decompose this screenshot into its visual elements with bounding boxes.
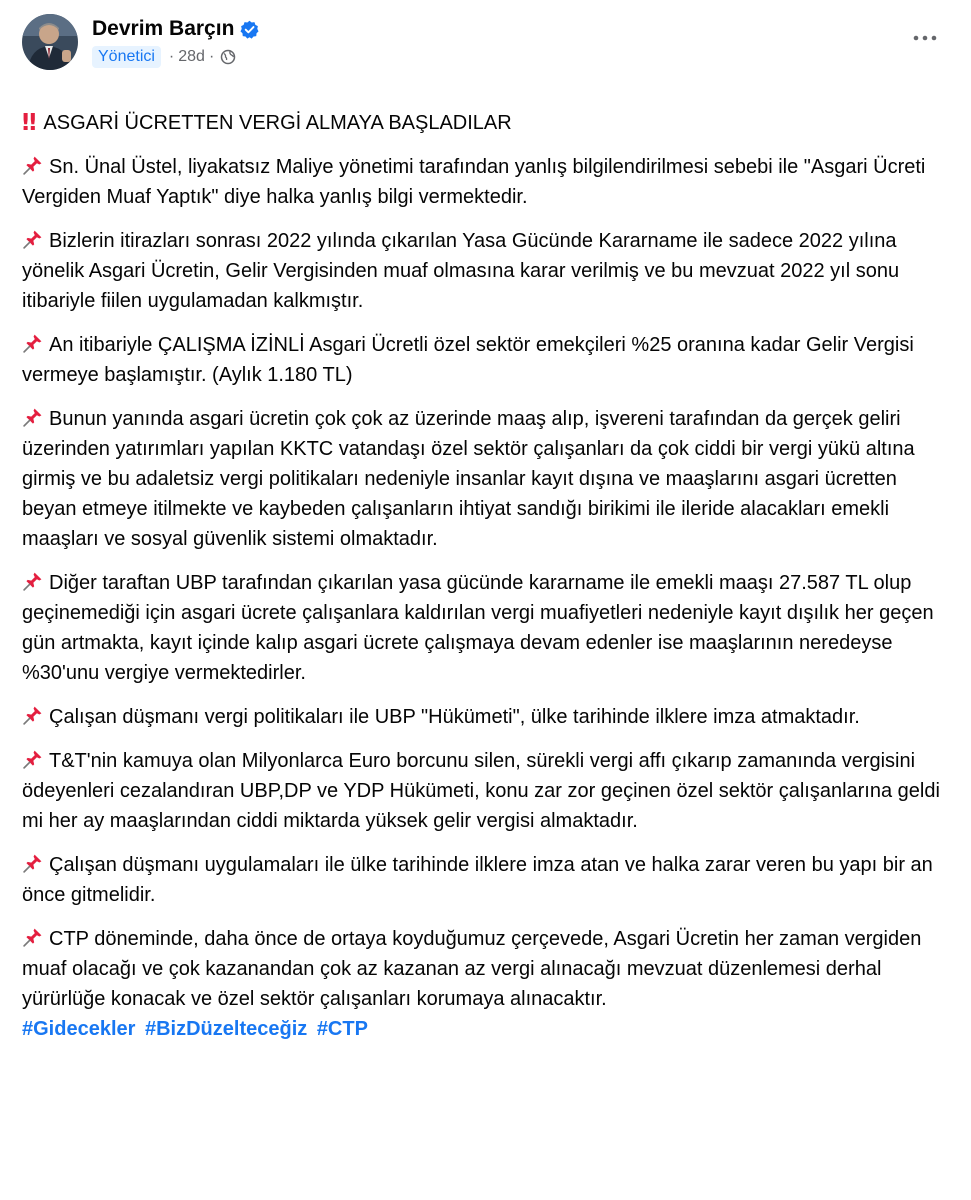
avatar-image (22, 14, 78, 70)
pushpin-icon (22, 853, 43, 874)
hashtag-link[interactable]: #CTP (316, 1018, 368, 1040)
post-paragraph (22, 924, 949, 1014)
pushpin-icon (22, 705, 43, 726)
post-headline (22, 108, 949, 138)
hashtag-link[interactable]: #BizDüzelteceğiz (144, 1018, 308, 1040)
post-paragraph (22, 152, 949, 212)
verified-badge-icon (240, 20, 259, 39)
paragraph-text: Diğer taraftan UBP tarafından çıkarılan yasa gücünde kararname ile emekli maaşı 27.587 TL olup geçinemediği için asgari ücrete çalışanlara kaldırılan vergi muafiyetleri nedeniyle kayıt dışılık her geçen gün artmakta, kayıt içinde kalıp asgari ücrete çalışmaya devam edenler ise maaşlarının neredeyse %30'unu vergiye vermektedirler. (22, 572, 934, 684)
post-paragraph (22, 226, 949, 316)
post-paragraph (22, 702, 949, 732)
pushpin-icon (22, 927, 43, 948)
paragraph-text: Çalışan düşmanı vergi politikaları ile UBP "Hükümeti", ülke tarihinde ilklere imza atmaktadır. (49, 706, 860, 728)
post-paragraph (22, 850, 949, 910)
paragraph-text: CTP döneminde, daha önce de ortaya koyduğumuz çerçevede, Asgari Ücretin her zaman vergiden muaf olacağı ve çok kazanandan çok az kazanan az vergi alınacağı mevzuat düzenlemesi derhal yürürlüğe konacak ve özel sektör çalışanları korumaya alınacaktır. (22, 928, 922, 1010)
pushpin-icon (22, 229, 43, 250)
post-meta (92, 46, 259, 68)
globe-icon[interactable] (220, 49, 236, 65)
post-header (22, 14, 949, 94)
hashtag-row (22, 1014, 949, 1044)
pushpin-icon (22, 407, 43, 428)
post-paragraph (22, 568, 949, 688)
role-badge[interactable]: Yönetici (92, 46, 161, 68)
meta-separator: · (168, 48, 175, 65)
paragraph-text: Bunun yanında asgari ücretin çok çok az üzerinde maaş alıp, işvereni tarafından da gerçek geliri üzerinden yatırımları yapılan KKTC vatandaşı özel sektör çalışanları da çok ciddi bir vergi yükü altına girmiş ve bu adaletsiz vergi politikaları nedeniyle insanlar kayıt dışına ve maaşlarını asgari ücretten beyan etmeye itilmekte ve kaybeden çalışanların ihtiyat sandığı birikimi ile ileride alacakları emekli maaşları ve sosyal güvenlik sistemi olmaktadır. (22, 408, 915, 550)
post-paragraph (22, 746, 949, 836)
pushpin-icon (22, 571, 43, 592)
paragraph-text: T&T'nin kamuya olan Milyonlarca Euro borcunu silen, sürekli vergi affı çıkarıp zamanında vergisini ödeyenleri cezalandıran UBP,DP ve YDP Hükümeti, konu zar zor geçinen özel sektör çalışanlarına geldi mi her ay maaşlarından ciddi miktarda yüksek gelir vergisi almaktadır. (22, 750, 940, 832)
paragraph-text: Sn. Ünal Üstel, liyakatsız Maliye yönetimi tarafından yanlış bilgilendirilmesi sebebi ile "Asgari Ücreti Vergiden Muaf Yaptık" diye halka yanlış bilgi vermektedir. (22, 156, 926, 208)
post-time[interactable]: 28d (178, 48, 205, 65)
author-row (92, 17, 259, 41)
post-paragraph (22, 330, 949, 390)
pushpin-icon (22, 155, 43, 176)
avatar[interactable] (22, 14, 78, 70)
hashtag-link[interactable]: #Gidecekler (22, 1018, 136, 1040)
double-exclamation-icon: ‼ (22, 110, 34, 136)
paragraph-text: Çalışan düşmanı uygulamaları ile ülke tarihinde ilklere imza atan ve halka zarar veren bu yapı bir an önce gitmelidir. (22, 854, 933, 906)
pushpin-icon (22, 749, 43, 770)
post-paragraph (22, 404, 949, 554)
meta-separator: · (208, 48, 215, 65)
more-options-icon[interactable] (911, 28, 939, 48)
headline-text: ASGARİ ÜCRETTEN VERGİ ALMAYA BAŞLADILAR (43, 112, 512, 134)
author-name[interactable]: Devrim Barçın (92, 17, 235, 40)
paragraph-text: Bizlerin itirazları sonrası 2022 yılında çıkarılan Yasa Gücünde Kararname ile sadece 2022 yılına yönelik Asgari Ücretin, Gelir Vergisinden muaf olmasına karar verilmiş ve bu mevzuat 2022 yıl sonu itibariyle fiilen uygulamadan kalkmıştır. (22, 230, 900, 312)
paragraph-text: An itibariyle ÇALIŞMA İZİNLİ Asgari Ücretli özel sektör emekçileri %25 oranına kadar Gelir Vergisi vermeye başlamıştır. (Aylık 1.180 TL) (22, 334, 914, 386)
pushpin-icon (22, 333, 43, 354)
post-body (22, 108, 949, 1044)
author-block (92, 14, 259, 68)
